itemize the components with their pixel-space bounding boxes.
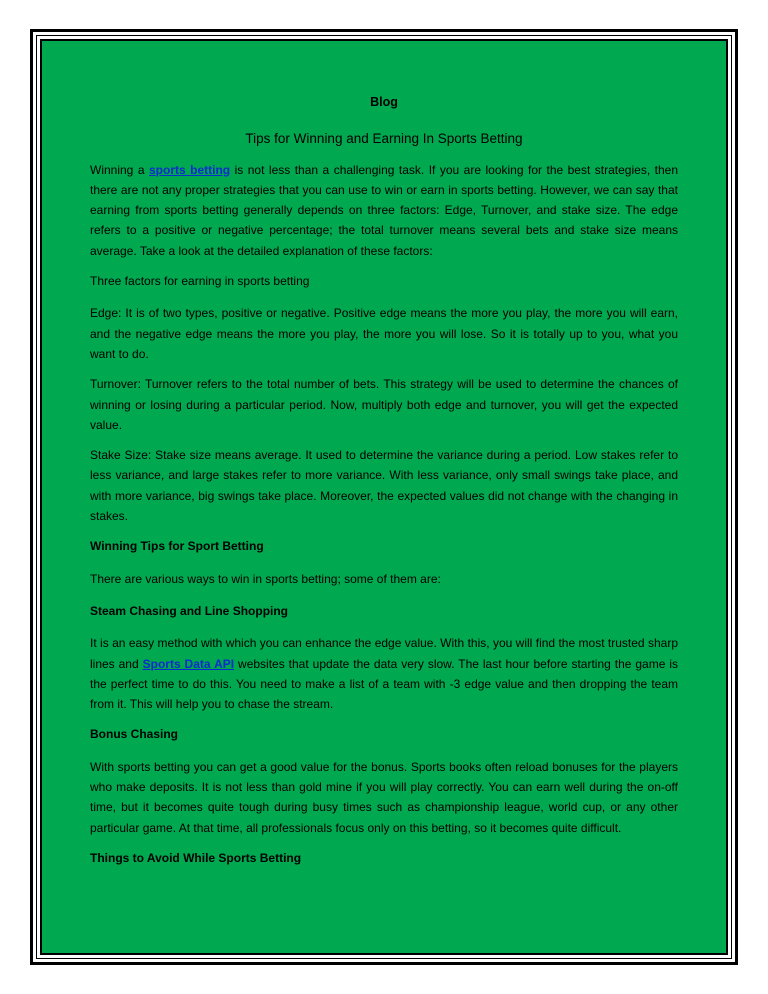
article-title: Tips for Winning and Earning In Sports Betting (245, 131, 523, 147)
article-body (90, 92, 678, 880)
turnover-paragraph: Turnover: Turnover refers to the total number of bets. This strategy will be used to determine the chances of winning or losing during a particular period. Now, multiply both edge and turnover, you will get the expected value. (90, 377, 678, 432)
factors-heading: Three factors for earning in sports betting (90, 274, 310, 289)
sports-data-api-link[interactable]: Sports Data API (142, 656, 235, 671)
intro-text-start: Winning a (90, 162, 149, 177)
steam-chasing-heading: Steam Chasing and Line Shopping (90, 603, 289, 618)
bonus-paragraph: With sports betting you can get a good value for the bonus. Sports books often reload bonuses for the players who make deposits. It is not less than gold mine if you will play correctly. You can earn well during the on-off time, but it becomes quite tough during busy times such as championship league, world cup, or any other particular game. At that time, all professionals focus only on this betting, so it becomes quite difficult. (90, 759, 678, 835)
steam-paragraph (90, 633, 678, 714)
steam-text-end: websites that update the data very slow. The last hour before starting the game is the perfect time to do this. You need to make a list of a team with -3 edge value and then dropping the team from it. This will help you to chase the stream. (90, 656, 679, 712)
steam-text-start: It is an easy method with which you can enhance the edge value. With this, you will find the most trusted sharp lines and (90, 636, 678, 671)
edge-paragraph: Edge: It is of two types, positive or negative. Positive edge means the more you play, the more you will earn, and the negative edge means the more you play, the more you will lose. So it is totally up to you, what you want to do. (90, 306, 678, 361)
ways-text: There are various ways to win in sports betting; some of them are: (90, 571, 441, 586)
blog-label: Blog (370, 95, 398, 109)
avoid-heading: Things to Avoid While Sports Betting (90, 850, 302, 865)
winning-tips-heading: Winning Tips for Sport Betting (90, 539, 264, 554)
stake-paragraph: Stake Size: Stake size means average. It used to determine the variance during a period. Low stakes refer to less variance, and large stakes refer to more variance. With less variance, only small swings take place, and with more variance, big swings take place. Moreover, the expected values did not change with the changing in stakes. (90, 448, 678, 524)
intro-paragraph (90, 160, 678, 261)
intro-text-end: is not less than a challenging task. If you are looking for the best strategies, then there are not any proper strategies that you can use to win or earn in sports betting. However, we can say that earning from sports betting generally depends on three factors: Edge, Turnover, and stake size. The edge refers to a positive or negative percentage; the total turnover means several bets and stake size means average. Take a look at the detailed explanation of these factors: (90, 162, 678, 258)
bonus-chasing-heading: Bonus Chasing (90, 727, 179, 742)
sports-betting-link[interactable]: sports betting (148, 162, 231, 177)
